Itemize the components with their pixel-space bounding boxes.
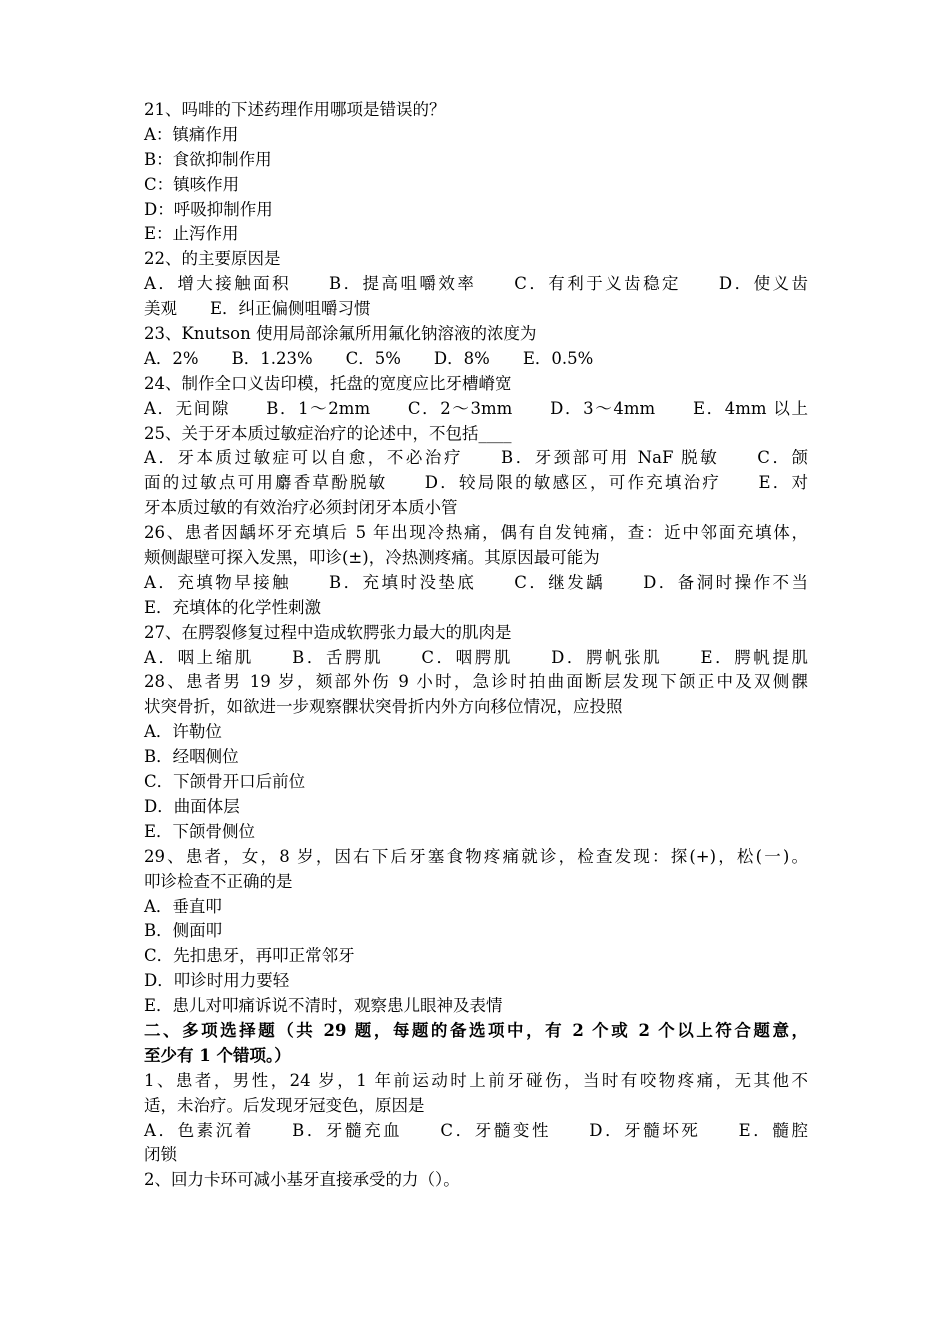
text-line: 28、患者男 19 岁，颏部外伤 9 小时，急诊时拍曲面断层发现下颌正中及双侧髁 [144, 672, 808, 692]
text-line: D：呼吸抑制作用 [144, 199, 273, 219]
text-line: 29、患者，女，8 岁，因右下后牙塞食物疼痛就诊，检查发现：探(+)，松(一)。 [144, 846, 808, 866]
document-body [144, 98, 808, 1193]
text-line: A．2% B．1.23% C．5% D．8% E．0.5% [144, 348, 594, 368]
text-line: C．下颌骨开口后前位 [144, 772, 306, 792]
text-line: 牙本质过敏的有效治疗必须封闭牙本质小管 [144, 498, 458, 518]
text-line: B：食欲抑制作用 [144, 149, 272, 169]
text-line: E．下颌骨侧位 [144, 821, 256, 841]
text-line: 21、吗啡的下述药理作用哪项是错误的？ [144, 100, 446, 119]
text-line: 1、患者，男性，24 岁，1 年前运动时上前牙碰伤，当时有咬物疼痛，无其他不 [144, 1070, 808, 1090]
text-line: D．叩诊时用力要轻 [144, 971, 290, 991]
text-line: A．增大接触面积 B．提高咀嚼效率 C．有利于义齿稳定 D．使义齿 [144, 274, 808, 294]
text-line: E．充填体的化学性刺激 [144, 597, 322, 617]
text-line: 25、关于牙本质过敏症治疗的论述中，不包括____ [144, 423, 512, 443]
text-line: A．垂直叩 [144, 896, 222, 916]
text-line: A．充填物早接触 B．充填时没垫底 C．继发龋 D．备洞时操作不当 [144, 572, 808, 592]
section-heading-line: 二、多项选择题（共 29 题，每题的备选项中，有 2 个或 2 个以上符合题意， [144, 1020, 808, 1040]
text-line: A．无间隙 B．1～2mm C．2～3mm D．3～4mm E．4mm 以上 [144, 398, 808, 418]
text-line: D．曲面体层 [144, 796, 240, 816]
text-line: 面的过敏点可用麝香草酚脱敏 D．较局限的敏感区，可作充填治疗 E．对 [144, 473, 808, 493]
text-line: 颊侧龈壁可探入发黑，叩诊(±)，冷热测疼痛。其原因最可能为 [144, 548, 600, 568]
text-line: 闭锁 [144, 1145, 177, 1165]
text-line: E：止泻作用 [144, 224, 239, 244]
text-line: 状突骨折，如欲进一步观察髁状突骨折内外方向移位情况，应投照 [144, 697, 623, 717]
text-line: E．患儿对叩痛诉说不清时，观察患儿眼神及表情 [144, 996, 503, 1016]
text-line: 适，未治疗。后发现牙冠变色，原因是 [144, 1095, 425, 1115]
text-line: B．经咽侧位 [144, 747, 239, 767]
text-line: C：镇咳作用 [144, 174, 240, 194]
text-line: 22、的主要原因是 [144, 249, 281, 269]
text-line: 美观 E．纠正偏侧咀嚼习惯 [144, 299, 371, 319]
text-line: A．色素沉着 B．牙髓充血 C．牙髓变性 D．牙髓坏死 E．髓腔 [144, 1120, 808, 1140]
text-line: 26、患者因龋坏牙充填后 5 年出现冷热痛，偶有自发钝痛，查：近中邻面充填体， [144, 523, 808, 543]
text-line: 23、Knutson 使用局部涂氟所用氟化钠溶液的浓度为 [144, 324, 537, 344]
section-heading-line: 至少有 1 个错项。） [144, 1045, 291, 1065]
text-line: A．牙本质过敏症可以自愈，不必治疗 B．牙颈部可用 NaF 脱敏 C．颌 [144, 448, 808, 468]
text-line: 27、在腭裂修复过程中造成软腭张力最大的肌肉是 [144, 622, 512, 642]
text-line: 24、制作全口义齿印模，托盘的宽度应比牙槽嵴宽 [144, 373, 512, 393]
text-line: 叩诊检查不正确的是 [144, 871, 293, 891]
text-line: A：镇痛作用 [144, 124, 239, 144]
text-line: 2、回力卡环可减小基牙直接承受的力（）。 [144, 1170, 460, 1190]
text-line: A．许勒位 [144, 722, 222, 742]
text-line: C．先扣患牙，再叩正常邻牙 [144, 946, 355, 966]
text-line: B．侧面叩 [144, 921, 223, 941]
text-line: A．咽上缩肌 B．舌腭肌 C．咽腭肌 D．腭帆张肌 E．腭帆提肌 [144, 647, 808, 667]
